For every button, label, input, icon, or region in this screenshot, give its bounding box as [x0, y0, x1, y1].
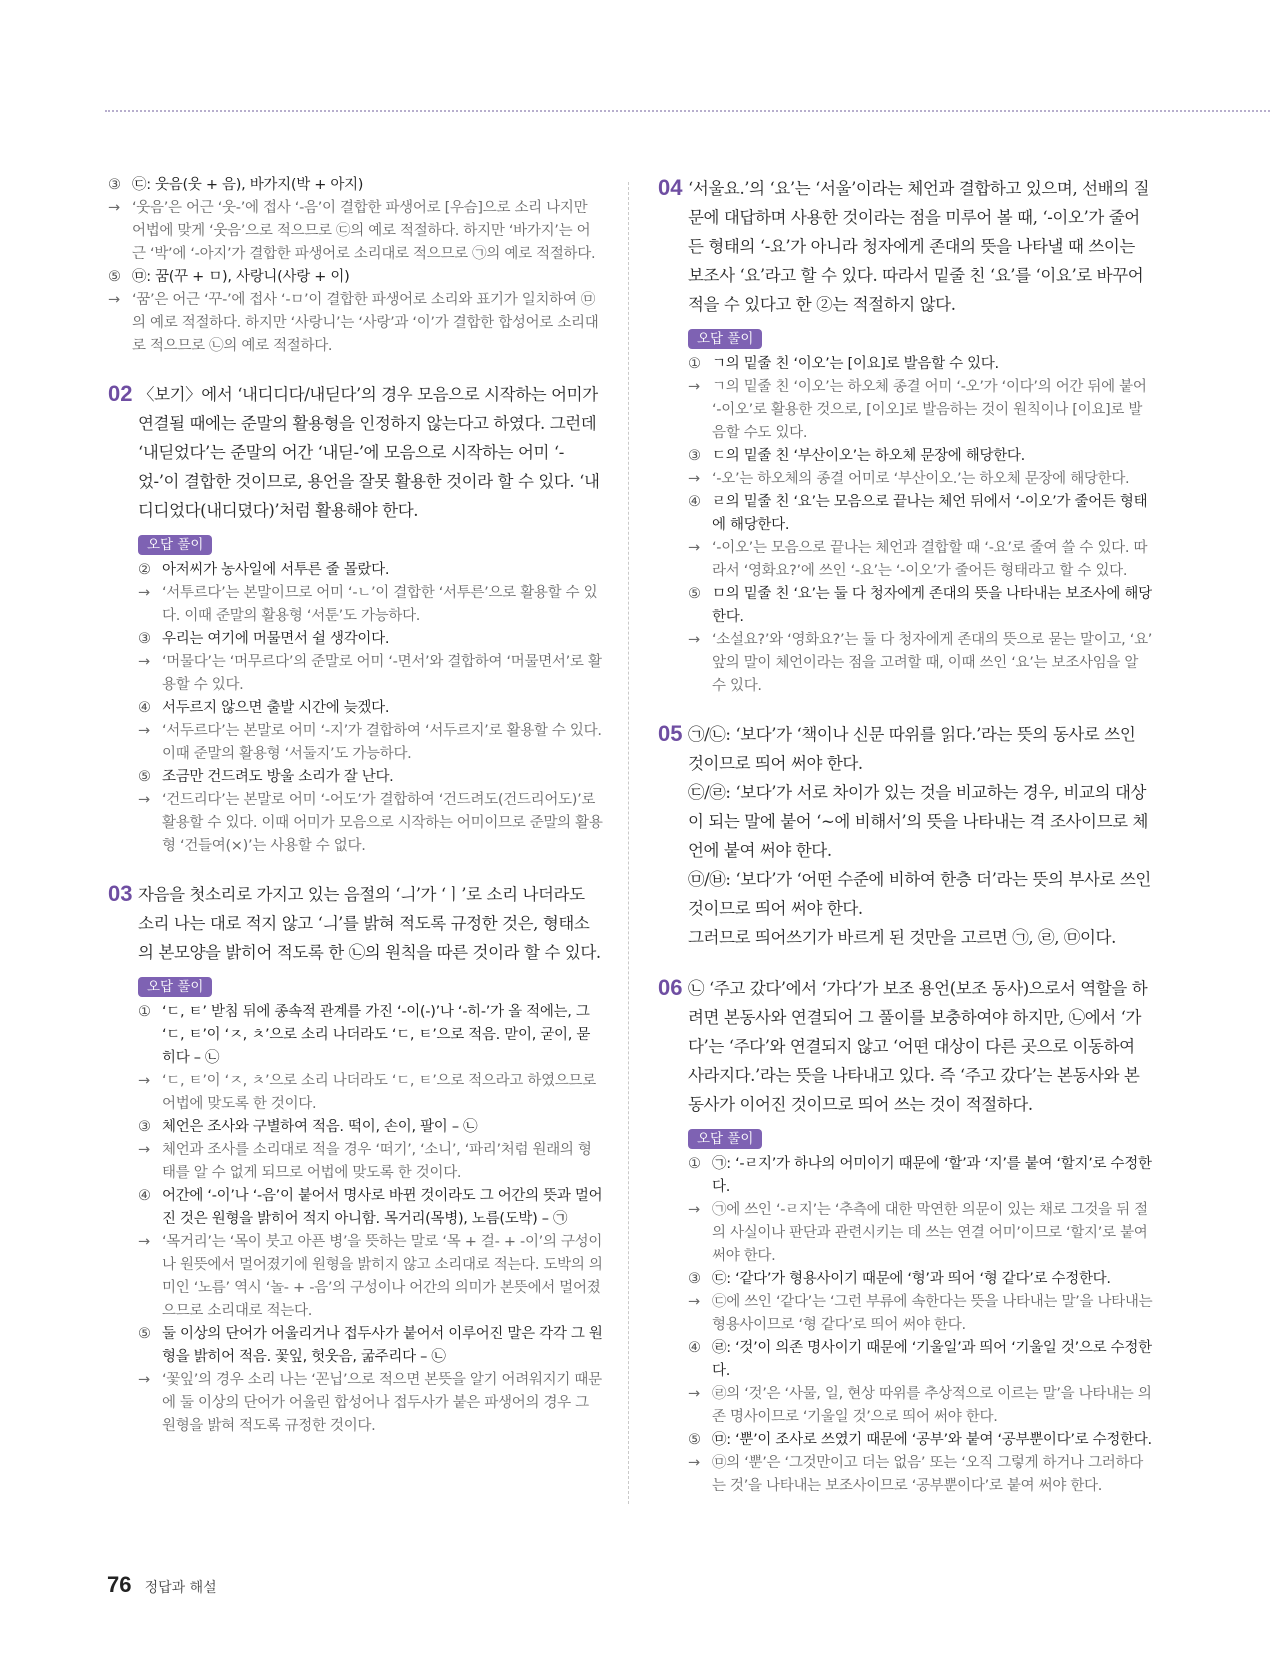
question-number: 02 — [108, 381, 133, 406]
list-item — [688, 445, 1153, 468]
list-item — [138, 1116, 603, 1139]
choice-text: ㄷ의 밑줄 친 ‘부산이오’는 하오체 문장에 해당한다. — [712, 448, 1025, 464]
choice-number: ⑤ — [688, 1432, 701, 1448]
explanation — [138, 582, 603, 628]
arrow-icon: → — [138, 1372, 150, 1388]
choice-number: ⑤ — [138, 1326, 151, 1342]
question-06 — [658, 974, 1153, 1498]
answer-text-block — [688, 720, 1153, 952]
choice-text: ‘ㄷ, ㅌ’ 받침 뒤에 종속적 관계를 가진 ‘-이(-)’나 ‘-히-’가 올 적에는, 그 ‘ㄷ, ㅌ’이 ‘ㅈ, ㅊ’으로 소리 나더라도 ‘ㄷ, ㅌ’으로 적음. 맏이, 굳이, 묻히다 – ㉡ — [162, 1004, 591, 1066]
arrow-icon: → — [688, 1386, 700, 1402]
answer-text: 〈보기〉에서 ‘내디디다/내딛다’의 경우 모음으로 시작하는 어미가 연결될 때에는 준말의 활용형을 인정하지 않는다고 하였다. 그런데 ‘내딛었다’는 준말의 어간 ‘내딛-’에 모음으로 시작하는 어미 ‘-었-’이 결합한 것이므로, 용언을 잘못 활용한 것이라 할 수 있다. ‘내디디었다(내디뎠다)’처럼 활용해야 한다. — [138, 385, 600, 520]
pre-item-list — [108, 174, 603, 358]
question-05 — [658, 720, 1153, 952]
wrong-answer-badge: 오답 풀이 — [138, 535, 212, 555]
answer-paragraph: ㉠/㉡: ‘보다’가 ‘책이나 신문 따위를 읽다.’라는 뜻의 동사로 쓰인 것이므로 띄어 써야 한다. — [688, 725, 1136, 773]
choice-number: ⑤ — [108, 269, 121, 285]
answer-text: 자음을 첫소리로 가지고 있는 음절의 ‘ㅢ’가 ‘ㅣ’로 소리 나더라도 소리 나는 대로 적지 않고 ‘ㅢ’를 밝혀 적도록 규정한 것은, 형태소의 본모양을 밝히어 적도록 한 ㉡의 원칙을 따른 것이라 할 수 있다. — [138, 885, 601, 962]
explanation — [138, 789, 603, 858]
choice-number: ③ — [138, 1119, 151, 1135]
choice-number: ④ — [138, 1188, 151, 1204]
wrong-answer-badge: 오답 풀이 — [688, 1129, 762, 1149]
arrow-icon: → — [688, 471, 700, 487]
arrow-icon: → — [688, 1202, 700, 1218]
list-item — [138, 766, 603, 789]
arrow-icon: → — [138, 585, 150, 601]
right-column — [658, 174, 1153, 1498]
list-item — [688, 491, 1153, 537]
explanation-text: ‘꽃잎’의 경우 소리 나는 ‘꼰닙’으로 적으면 본뜻을 알기 어려워지기 때문에 둘 이상의 단어가 어울린 합성어나 접두사가 붙은 파생어의 경우 그 원형을 밝혀 적도록 규정한 것이다. — [162, 1372, 602, 1434]
list-item — [688, 1268, 1153, 1291]
choice-text: ㄱ의 밑줄 친 ‘이오’는 [이요]로 발음할 수 있다. — [712, 356, 999, 372]
list-item — [138, 1001, 603, 1070]
explanation — [138, 1070, 603, 1116]
explanation-text: ‘-이오’는 모음으로 끝나는 체언과 결합할 때 ‘-요’로 줄여 쓸 수 있다. 따라서 ‘영화요?’에 쓰인 ‘-요’는 ‘-이오’가 줄어든 형태라고 할 수 있다. — [712, 540, 1148, 579]
arrow-icon: → — [108, 292, 120, 308]
page-footer — [107, 1572, 217, 1598]
wrong-answer-list — [138, 1001, 603, 1438]
list-item — [138, 559, 603, 582]
choice-text: 우리는 여기에 머물면서 쉴 생각이다. — [162, 631, 390, 647]
explanation-text: 체언과 조사를 소리대로 적을 경우 ‘떠기’, ‘소니’, ‘파리’처럼 원래의 형태를 알 수 없게 되므로 어법에 맞도록 한 것이다. — [162, 1142, 592, 1181]
explanation-text: ㉤의 ‘뿐’은 ‘그것만이고 더는 없음’ 또는 ‘오직 그렇게 하거나 그러하다는 것’을 나타내는 보조사이므로 ‘공부뿐이다’로 붙여 써야 한다. — [712, 1455, 1143, 1494]
explanation-text: ‘서투르다’는 본말이므로 어미 ‘-ㄴ’이 결합한 ‘서투른’으로 활용할 수 있다. 이때 준말의 활용형 ‘서툰’도 가능하다. — [162, 585, 598, 624]
answer-text: ㉡ ‘주고 갔다’에서 ‘가다’가 보조 용언(보조 동사)으로서 역할을 하려면 본동사와 연결되어 그 풀이를 보충하여야 하지만, ㉡에서 ‘가다’는 ‘주다’와 연결되지 않고 ‘어떤 대상이 다른 곳으로 이동하여 사라지다.’라는 뜻을 나타내고 있다. 즉 ‘주고 갔다’는 본동사와 본동사가 이어진 것이므로 띄어 쓰는 것이 적절하다. — [688, 979, 1148, 1114]
explanation-text: ‘건드리다’는 본말로 어미 ‘-어도’가 결합하여 ‘건드려도(건드리어도)’로 활용할 수 있다. 이때 어미가 모음으로 시작하는 어미이므로 준말의 활용형 ‘건들여(×)’는 사용할 수 없다. — [162, 792, 603, 854]
list-item — [138, 1323, 603, 1369]
question-number: 05 — [658, 721, 683, 746]
answer-paragraph: ㉢/㉣: ‘보다’가 서로 차이가 있는 것을 비교하는 경우, 비교의 대상이 되는 말에 붙어 ‘~에 비해서’의 뜻을 나타내는 격 조사이므로 체언에 붙여 써야 한다. — [688, 783, 1149, 860]
wrong-answer-list — [688, 1153, 1153, 1498]
arrow-icon: → — [108, 200, 120, 216]
choice-number: ⑤ — [138, 769, 151, 785]
explanation — [688, 468, 1153, 491]
choice-text: ㉣: ‘것’이 의존 명사이기 때문에 ‘기울일’과 띄어 ‘기울일 것’으로 수정한다. — [712, 1340, 1152, 1379]
explanation-text: ‘꿈’은 어근 ‘꾸-’에 접사 ‘-ㅁ’이 결합한 파생어로 소리와 표기가 일치하여 ㉤의 예로 적절하다. 하지만 ‘사랑니’는 ‘사랑’과 ‘이’가 결합한 합성어로 소리대로 적으므로 ㉡의 예로 적절하다. — [132, 292, 599, 354]
explanation — [138, 720, 603, 766]
answer-paragraph: 그러므로 띄어쓰기가 바르게 된 것만을 고르면 ㉠, ㉣, ㉤이다. — [688, 928, 1116, 947]
question-number: 03 — [108, 881, 133, 906]
choice-number: ① — [688, 356, 701, 372]
list-item — [688, 1337, 1153, 1383]
explanation-text: ‘ㄷ, ㅌ’이 ‘ㅈ, ㅊ’으로 소리 나더라도 ‘ㄷ, ㅌ’으로 적으라고 하였으므로 어법에 맞도록 한 것이다. — [162, 1073, 596, 1112]
arrow-icon: → — [138, 654, 150, 670]
choice-number: ③ — [688, 1271, 701, 1287]
list-item — [108, 174, 603, 197]
explanation — [138, 651, 603, 697]
answer-paragraph: ㉤/㉥: ‘보다’가 ‘어떤 수준에 비하여 한층 더’라는 뜻의 부사로 쓰인 것이므로 띄어 써야 한다. — [688, 870, 1151, 918]
list-item — [138, 697, 603, 720]
choice-text: 체언은 조사와 구별하여 적음. 떡이, 손이, 팔이 – ㉡ — [162, 1119, 478, 1135]
choice-text: ㉤: ‘뿐’이 조사로 쓰였기 때문에 ‘공부’와 붙여 ‘공부뿐이다’로 수정한다. — [712, 1432, 1152, 1448]
arrow-icon: → — [688, 379, 700, 395]
list-item — [108, 266, 603, 289]
explanation — [688, 1291, 1153, 1337]
question-02 — [108, 380, 603, 858]
column-divider — [628, 182, 629, 1504]
choice-text: 서두르지 않으면 출발 시간에 늦겠다. — [162, 700, 390, 716]
arrow-icon: → — [688, 632, 700, 648]
explanation-text: ‘머물다’는 ‘머무르다’의 준말로 어미 ‘-면서’와 결합하여 ‘머물면서’로 활용할 수 있다. — [162, 654, 602, 693]
arrow-icon: → — [138, 723, 150, 739]
list-item — [138, 1185, 603, 1231]
choice-text: 조금만 건드려도 방울 소리가 잘 난다. — [162, 769, 394, 785]
arrow-icon: → — [688, 540, 700, 556]
explanation-text: ‘웃음’은 어근 ‘웃-’에 접사 ‘-음’이 결합한 파생어로 [우슴]으로 소리 나지만 어법에 맞게 ‘웃음’으로 적으므로 ㉢의 예로 적절하다. 하지만 ‘바가지’는 어근 ‘박’에 ‘-아지’가 결합한 파생어로 소리대로 적으므로 ㉠의 예로 적절하다. — [132, 200, 596, 262]
choice-text: ㉢: 웃음(웃 + 음), 바가지(박 + 아지) — [132, 177, 364, 193]
arrow-icon: → — [688, 1294, 700, 1310]
list-item — [688, 1429, 1153, 1452]
explanation — [688, 629, 1153, 698]
question-03 — [108, 880, 603, 1438]
left-column — [108, 174, 603, 1438]
explanation — [108, 289, 603, 358]
list-item — [688, 1153, 1153, 1199]
choice-number: ③ — [108, 177, 121, 193]
choice-text: ㅁ의 밑줄 친 ‘요’는 둘 다 청자에게 존대의 뜻을 나타내는 보조사에 해당한다. — [712, 586, 1152, 625]
explanation — [688, 376, 1153, 445]
choice-text: ㄹ의 밑줄 친 ‘요’는 모음으로 끝나는 체언 뒤에서 ‘-이오’가 줄어든 형태에 해당한다. — [712, 494, 1148, 533]
section-title: 정답과 해설 — [144, 1580, 217, 1596]
choice-number: ④ — [688, 1340, 701, 1356]
choice-text: 둘 이상의 단어가 어울리거나 접두사가 붙어서 이루어진 말은 각각 그 원형을 밝히어 적음. 꽃잎, 헛웃음, 굶주리다 – ㉡ — [162, 1326, 603, 1365]
choice-text: 아저씨가 농사일에 서투른 줄 몰랐다. — [162, 562, 390, 578]
explanation — [688, 1452, 1153, 1498]
explanation-text: ‘-오’는 하오체의 종결 어미로 ‘부산이오.’는 하오체 문장에 해당한다. — [712, 471, 1130, 487]
question-number: 06 — [658, 975, 683, 1000]
explanation-text: ㉠에 쓰인 ‘-ㄹ지’는 ‘추측에 대한 막연한 의문이 있는 채로 그것을 뒤 절의 사실이나 판단과 관련시키는 데 쓰는 연결 어미’이므로 ‘할지’로 붙여 써야 한다. — [712, 1202, 1148, 1264]
explanation — [138, 1231, 603, 1323]
explanation-text: ‘소설요?’와 ‘영화요?’는 둘 다 청자에게 존대의 뜻으로 묻는 말이고, ‘요’ 앞의 말이 체언이라는 점을 고려할 때, 이때 쓰인 ‘요’는 보조사임을 알 수 있다. — [712, 632, 1153, 694]
arrow-icon: → — [138, 792, 150, 808]
choice-text: 어간에 ‘-이’나 ‘-음’이 붙어서 명사로 바뀐 것이라도 그 어간의 뜻과 멀어진 것은 원형을 밝히어 적지 아니함. 목거리(목병), 노름(도박) – ㉠ — [162, 1188, 603, 1227]
explanation-text: ‘서두르다’는 본말로 어미 ‘-지’가 결합하여 ‘서두르지’로 활용할 수 있다. 이때 준말의 활용형 ‘서둘지’도 가능하다. — [162, 723, 602, 762]
arrow-icon: → — [138, 1142, 150, 1158]
wrong-answer-list — [138, 559, 603, 858]
explanation — [688, 1199, 1153, 1268]
choice-number: ③ — [688, 448, 701, 464]
wrong-answer-list — [688, 353, 1153, 698]
explanation — [108, 197, 603, 266]
choice-number: ⑤ — [688, 586, 701, 602]
choice-number: ④ — [688, 494, 701, 510]
list-item — [138, 628, 603, 651]
list-item — [688, 583, 1153, 629]
explanation — [138, 1369, 603, 1438]
explanation-text: ㄱ의 밑줄 친 ‘이오’는 하오체 종결 어미 ‘-오’가 ‘이다’의 어간 뒤에 붙어 ‘-이오’로 활용한 것으로, [이오]로 발음하는 것이 원칙이나 [이요]로 발음할 수도 있다. — [712, 379, 1147, 441]
explanation — [688, 1383, 1153, 1429]
choice-number: ③ — [138, 631, 151, 647]
arrow-icon: → — [688, 1455, 700, 1471]
answer-text: ‘서울요.’의 ‘요’는 ‘서울’이라는 체언과 결합하고 있으며, 선배의 질문에 대답하며 사용한 것이라는 점을 미루어 볼 때, ‘-이오’가 줄어든 형태의 ‘-요’가 아니라 청자에게 존대의 뜻을 나타낼 때 쓰이는 보조사 ‘요’라고 할 수 있다. 따라서 밑줄 친 ‘요’를 ‘이요’로 바꾸어 적을 수 있다고 한 ②는 적절하지 않다. — [688, 179, 1150, 314]
wrong-answer-badge: 오답 풀이 — [688, 329, 762, 349]
choice-number: ① — [138, 1004, 151, 1020]
choice-number: ② — [138, 562, 151, 578]
explanation-text: ‘목거리’는 ‘목이 붓고 아픈 병’을 뜻하는 말로 ‘목 + 걸- + -이’의 구성이나 원뜻에서 멀어졌기에 원형을 밝히지 않고 소리대로 적는다. 도박의 의미인 ‘노름’ 역시 ‘놀- + -음’의 구성이나 어간의 의미가 본뜻에서 멀어졌으므로 소리대로 적는다. — [162, 1234, 603, 1319]
choice-text: ㉠: ‘-ㄹ지’가 하나의 어미이기 때문에 ‘할’과 ‘지’를 붙여 ‘할지’로 수정한다. — [712, 1156, 1152, 1195]
explanation-text: ㉣의 ‘것’은 ‘사물, 일, 현상 따위를 추상적으로 이르는 말’을 나타내는 의존 명사이므로 ‘기울일 것’으로 띄어 써야 한다. — [712, 1386, 1152, 1425]
arrow-icon: → — [138, 1234, 150, 1250]
explanation — [688, 537, 1153, 583]
arrow-icon: → — [138, 1073, 150, 1089]
wrong-answer-badge: 오답 풀이 — [138, 977, 212, 997]
choice-text: ㉢: ‘같다’가 형용사이기 때문에 ‘형’과 띄어 ‘형 같다’로 수정한다. — [712, 1271, 1111, 1287]
explanation-text: ㉢에 쓰인 ‘같다’는 ‘그런 부류에 속한다는 뜻을 나타내는 말’을 나타내는 형용사이므로 ‘형 같다’로 띄어 써야 한다. — [712, 1294, 1153, 1333]
list-item — [688, 353, 1153, 376]
top-dotted-rule — [105, 110, 1270, 112]
choice-text: ㉤: 꿈(꾸 + ㅁ), 사랑니(사랑 + 이) — [132, 269, 350, 285]
question-number: 04 — [658, 175, 683, 200]
choice-number: ④ — [138, 700, 151, 716]
question-04 — [658, 174, 1153, 698]
page-number: 76 — [107, 1572, 132, 1597]
explanation — [138, 1139, 603, 1185]
choice-number: ① — [688, 1156, 701, 1172]
